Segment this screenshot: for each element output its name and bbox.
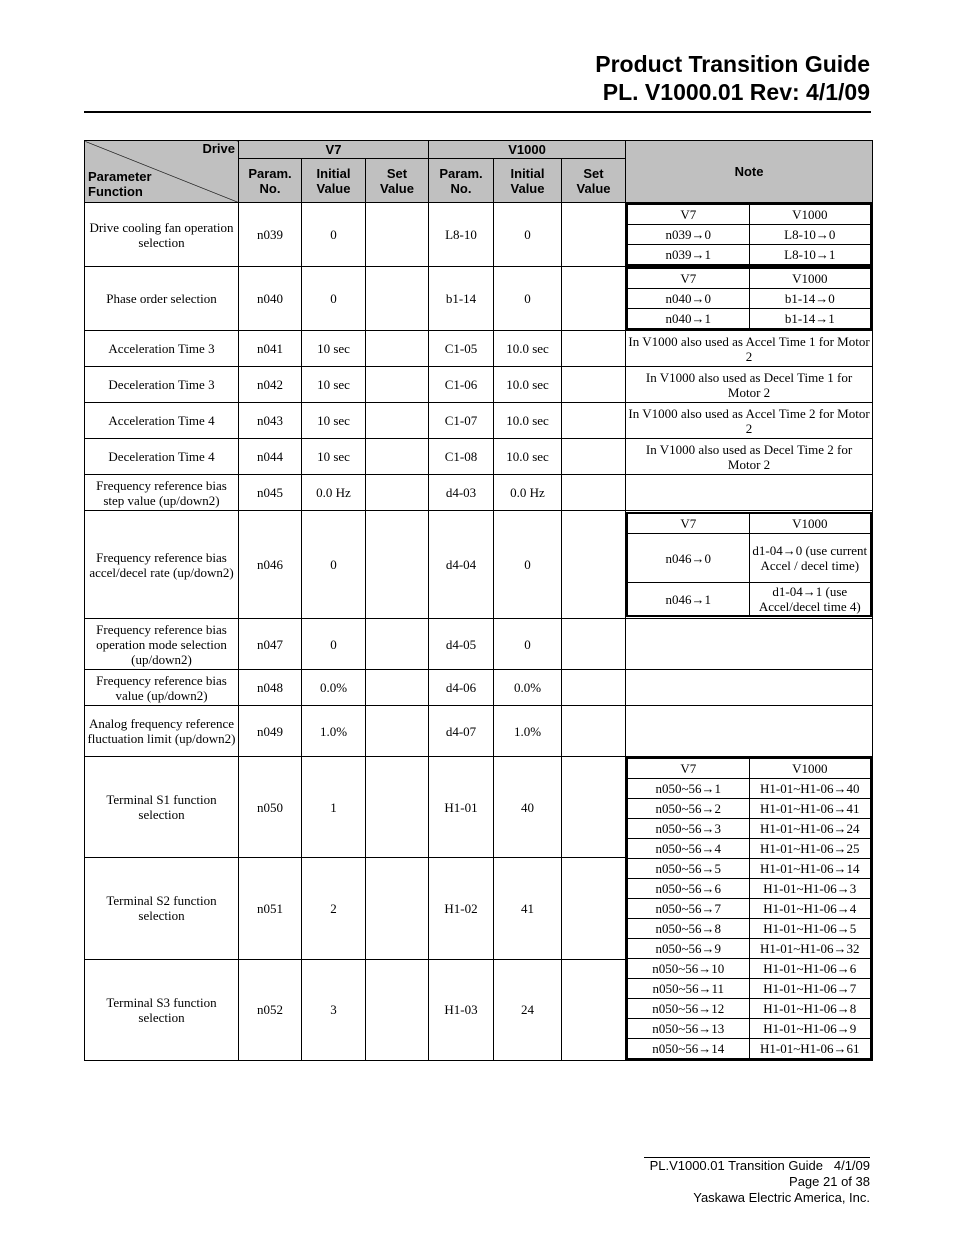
v7-set-cell [366, 403, 429, 439]
note-v1000-value: H1-01~H1-06→61 [749, 1039, 871, 1060]
v7-param-cell: n042 [239, 367, 302, 403]
v1000-set-cell [562, 858, 626, 959]
table-row [85, 706, 873, 757]
footer-doc-line: PL.V1000.01 Transition Guide 4/1/09 [649, 1158, 870, 1173]
header-v1000: V1000 [429, 141, 626, 159]
v7-initial-cell: 0 [302, 511, 366, 619]
v1000-set-cell [562, 367, 626, 403]
terminal-mapping-row [627, 1039, 871, 1060]
note-v1000-value: d1-04→1 (use Accel/decel time 4) [749, 583, 871, 617]
page-header [595, 50, 870, 106]
note-v7-value: n046→0 [627, 534, 749, 583]
v1000-param-cell: L8-10 [429, 203, 494, 267]
note-header-v7: V7 [627, 204, 749, 225]
note-v1000-value: H1-01~H1-06→8 [749, 999, 871, 1019]
function-cell: Acceleration Time 4 [85, 403, 239, 439]
v1000-set-cell [562, 475, 626, 511]
note-cell [626, 475, 873, 511]
v7-initial-cell: 10 sec [302, 403, 366, 439]
note-mapping-table [626, 267, 872, 330]
header-v7-initial-value: Initial Value [302, 159, 366, 203]
v7-param-cell: n039 [239, 203, 302, 267]
function-cell: Frequency reference bias accel/decel rate (up/down2) [85, 511, 239, 619]
header-v1000-initial-value: Initial Value [494, 159, 562, 203]
v7-initial-cell: 10 sec [302, 367, 366, 403]
function-cell: Frequency reference bias step value (up/down2) [85, 475, 239, 511]
footer-company: Yaskawa Electric America, Inc. [693, 1190, 870, 1205]
note-cell: In V1000 also used as Decel Time 2 for Motor 2 [626, 439, 873, 475]
note-header-v1000: V1000 [749, 268, 871, 289]
v7-param-cell: n046 [239, 511, 302, 619]
v1000-set-cell [562, 670, 626, 706]
table-row [85, 331, 873, 367]
note-v1000-value: H1-01~H1-06→41 [749, 799, 871, 819]
v7-set-cell [366, 670, 429, 706]
note-header-v7: V7 [627, 758, 749, 779]
v1000-param-cell: H1-01 [429, 757, 494, 858]
note-v1000-value: H1-01~H1-06→9 [749, 1019, 871, 1039]
terminal-mapping-row [627, 859, 871, 879]
table-row [85, 475, 873, 511]
terminal-mapping-row [627, 879, 871, 899]
note-v1000-value: H1-01~H1-06→4 [749, 899, 871, 919]
v7-param-cell: n048 [239, 670, 302, 706]
note-v7-value: n050~56→3 [627, 819, 749, 839]
note-v7-value: n040→1 [627, 309, 749, 330]
v1000-set-cell [562, 267, 626, 331]
function-cell: Deceleration Time 3 [85, 367, 239, 403]
table-row [85, 757, 873, 858]
note-header-v7: V7 [627, 513, 749, 534]
note-v7-value: n050~56→11 [627, 979, 749, 999]
function-cell: Deceleration Time 4 [85, 439, 239, 475]
v7-initial-cell: 10 sec [302, 331, 366, 367]
v7-set-cell [366, 959, 429, 1060]
note-v7-value: n050~56→6 [627, 879, 749, 899]
v1000-set-cell [562, 331, 626, 367]
parameter-table [84, 140, 873, 1061]
note-v1000-value: H1-01~H1-06→25 [749, 839, 871, 859]
note-v1000-value: H1-01~H1-06→32 [749, 939, 871, 959]
table-row [85, 203, 873, 267]
v1000-set-cell [562, 619, 626, 670]
terminal-mapping-row [627, 819, 871, 839]
note-v1000-value: H1-01~H1-06→24 [749, 819, 871, 839]
v1000-param-cell: C1-08 [429, 439, 494, 475]
v7-param-cell: n047 [239, 619, 302, 670]
note-v7-value: n039→1 [627, 245, 749, 266]
v7-set-cell [366, 706, 429, 757]
v1000-param-cell: d4-04 [429, 511, 494, 619]
v7-param-cell: n040 [239, 267, 302, 331]
function-cell: Drive cooling fan operation selection [85, 203, 239, 267]
terminal-mapping-row [627, 799, 871, 819]
v1000-param-cell: d4-03 [429, 475, 494, 511]
header-param-function: Parameter Function [88, 169, 152, 199]
page-footer [644, 1157, 870, 1206]
v1000-initial-cell: 10.0 sec [494, 403, 562, 439]
function-cell: Acceleration Time 3 [85, 331, 239, 367]
note-cell [626, 511, 873, 619]
v7-initial-cell: 0.0% [302, 670, 366, 706]
v1000-initial-cell: 40 [494, 757, 562, 858]
terminal-mapping-row [627, 919, 871, 939]
table-row [85, 403, 873, 439]
v7-initial-cell: 0 [302, 267, 366, 331]
note-cell [626, 706, 873, 757]
note-v7-value: n046→1 [627, 583, 749, 617]
function-cell: Phase order selection [85, 267, 239, 331]
v7-initial-cell: 3 [302, 959, 366, 1060]
terminal-mapping-row [627, 959, 871, 979]
v1000-initial-cell: 0 [494, 203, 562, 267]
v7-initial-cell: 0.0 Hz [302, 475, 366, 511]
v1000-initial-cell: 10.0 sec [494, 439, 562, 475]
terminal-mapping-table [626, 757, 872, 1060]
v1000-set-cell [562, 403, 626, 439]
v1000-param-cell: b1-14 [429, 267, 494, 331]
v1000-set-cell [562, 439, 626, 475]
note-v1000-value: H1-01~H1-06→3 [749, 879, 871, 899]
note-cell [626, 267, 873, 331]
function-cell: Frequency reference bias operation mode selection (up/down2) [85, 619, 239, 670]
note-v7-value: n050~56→8 [627, 919, 749, 939]
v7-set-cell [366, 757, 429, 858]
terminal-mapping-row [627, 999, 871, 1019]
v1000-set-cell [562, 706, 626, 757]
table-row [85, 619, 873, 670]
note-v7-value: n050~56→9 [627, 939, 749, 959]
note-v7-value: n050~56→13 [627, 1019, 749, 1039]
note-header-v1000: V1000 [749, 758, 871, 779]
header-v7-set-value: Set Value [366, 159, 429, 203]
note-cell: In V1000 also used as Accel Time 2 for Motor 2 [626, 403, 873, 439]
note-v1000-value: d1-04→0 (use current Accel / decel time) [749, 534, 871, 583]
note-v1000-value: H1-01~H1-06→14 [749, 859, 871, 879]
note-header-v1000: V1000 [749, 513, 871, 534]
note-v7-value: n050~56→10 [627, 959, 749, 979]
v7-param-cell: n051 [239, 858, 302, 959]
terminal-mapping-row [627, 979, 871, 999]
note-v1000-value: L8-10→1 [749, 245, 871, 266]
v1000-set-cell [562, 959, 626, 1060]
v7-set-cell [366, 439, 429, 475]
v7-param-cell: n049 [239, 706, 302, 757]
function-cell: Terminal S3 function selection [85, 959, 239, 1060]
function-cell: Terminal S1 function selection [85, 757, 239, 858]
note-v1000-value: H1-01~H1-06→6 [749, 959, 871, 979]
v7-param-cell: n045 [239, 475, 302, 511]
terminal-mapping-row [627, 899, 871, 919]
v1000-set-cell [562, 511, 626, 619]
note-v1000-value: b1-14→0 [749, 289, 871, 309]
v7-initial-cell: 0 [302, 619, 366, 670]
v7-initial-cell: 10 sec [302, 439, 366, 475]
v1000-initial-cell: 1.0% [494, 706, 562, 757]
v1000-param-cell: d4-06 [429, 670, 494, 706]
v1000-initial-cell: 0.0% [494, 670, 562, 706]
header-note: Note [626, 141, 873, 203]
note-header-v1000: V1000 [749, 204, 871, 225]
note-v7-value: n050~56→4 [627, 839, 749, 859]
v7-param-cell: n050 [239, 757, 302, 858]
v7-set-cell [366, 475, 429, 511]
terminal-mapping-row [627, 939, 871, 959]
table-row [85, 511, 873, 619]
note-v7-value: n039→0 [627, 225, 749, 245]
note-mapping-table [626, 203, 872, 266]
v1000-initial-cell: 0 [494, 619, 562, 670]
table-row [85, 367, 873, 403]
header-v1000-param-no: Param. No. [429, 159, 494, 203]
v7-param-cell: n043 [239, 403, 302, 439]
v7-set-cell [366, 267, 429, 331]
note-v1000-value: H1-01~H1-06→5 [749, 919, 871, 939]
function-cell: Frequency reference bias value (up/down2) [85, 670, 239, 706]
header-title-line2: PL. V1000.01 Rev: 4/1/09 [602, 79, 870, 105]
note-cell [626, 203, 873, 267]
v1000-param-cell: C1-07 [429, 403, 494, 439]
header-v1000-set-value: Set Value [562, 159, 626, 203]
header-diagonal-cell [85, 141, 239, 203]
v1000-set-cell [562, 203, 626, 267]
v1000-initial-cell: 24 [494, 959, 562, 1060]
header-rule [84, 111, 871, 113]
table-row [85, 439, 873, 475]
terminal-mapping-row [627, 779, 871, 799]
note-v7-value: n040→0 [627, 289, 749, 309]
v7-set-cell [366, 858, 429, 959]
table-row [85, 267, 873, 331]
v7-initial-cell: 0 [302, 203, 366, 267]
note-v7-value: n050~56→7 [627, 899, 749, 919]
header-v7-param-no: Param. No. [239, 159, 302, 203]
header-title-line1: Product Transition Guide [595, 51, 870, 77]
terminal-mapping-row [627, 1019, 871, 1039]
v1000-initial-cell: 0.0 Hz [494, 475, 562, 511]
footer-page-number: Page 21 of 38 [789, 1174, 870, 1189]
v7-set-cell [366, 331, 429, 367]
v7-set-cell [366, 367, 429, 403]
v7-initial-cell: 2 [302, 858, 366, 959]
v1000-initial-cell: 10.0 sec [494, 331, 562, 367]
note-v1000-value: H1-01~H1-06→40 [749, 779, 871, 799]
note-v1000-value: b1-14→1 [749, 309, 871, 330]
v1000-initial-cell: 0 [494, 267, 562, 331]
header-drive: Drive [202, 141, 235, 156]
v7-initial-cell: 1.0% [302, 706, 366, 757]
v1000-initial-cell: 41 [494, 858, 562, 959]
v7-initial-cell: 1 [302, 757, 366, 858]
v1000-set-cell [562, 757, 626, 858]
v1000-initial-cell: 0 [494, 511, 562, 619]
v1000-param-cell: C1-05 [429, 331, 494, 367]
v7-param-cell: n041 [239, 331, 302, 367]
note-cell [626, 619, 873, 670]
note-cell: In V1000 also used as Decel Time 1 for Motor 2 [626, 367, 873, 403]
v1000-param-cell: H1-02 [429, 858, 494, 959]
v7-set-cell [366, 511, 429, 619]
function-cell: Terminal S2 function selection [85, 858, 239, 959]
note-v7-value: n050~56→12 [627, 999, 749, 1019]
table-row [85, 670, 873, 706]
note-v1000-value: H1-01~H1-06→7 [749, 979, 871, 999]
note-header-v7: V7 [627, 268, 749, 289]
note-v7-value: n050~56→1 [627, 779, 749, 799]
note-mapping-table [626, 512, 872, 617]
v7-param-cell: n044 [239, 439, 302, 475]
v1000-param-cell: d4-07 [429, 706, 494, 757]
v1000-param-cell: d4-05 [429, 619, 494, 670]
note-cell [626, 670, 873, 706]
v7-param-cell: n052 [239, 959, 302, 1060]
terminal-mapping-row [627, 839, 871, 859]
function-cell: Analog frequency reference fluctuation limit (up/down2) [85, 706, 239, 757]
note-v7-value: n050~56→2 [627, 799, 749, 819]
note-v7-value: n050~56→14 [627, 1039, 749, 1060]
v7-set-cell [366, 203, 429, 267]
note-cell [626, 757, 873, 1061]
note-v1000-value: L8-10→0 [749, 225, 871, 245]
header-v7: V7 [239, 141, 429, 159]
v1000-param-cell: C1-06 [429, 367, 494, 403]
v7-set-cell [366, 619, 429, 670]
note-cell: In V1000 also used as Accel Time 1 for Motor 2 [626, 331, 873, 367]
v1000-initial-cell: 10.0 sec [494, 367, 562, 403]
v1000-param-cell: H1-03 [429, 959, 494, 1060]
note-v7-value: n050~56→5 [627, 859, 749, 879]
